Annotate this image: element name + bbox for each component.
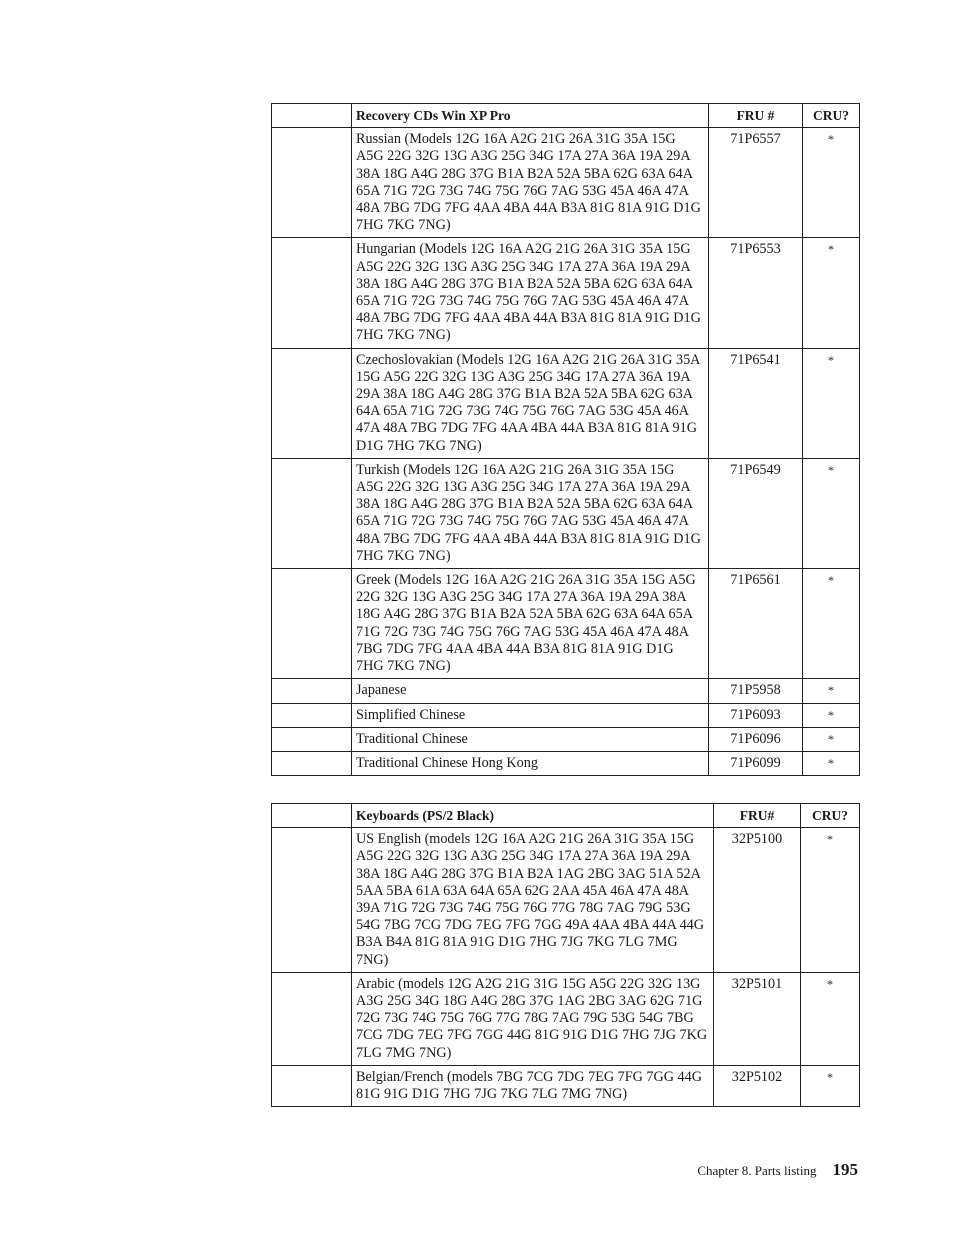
cru-header: CRU?: [803, 104, 860, 128]
cru-cell: [803, 458, 860, 568]
fru-number: 32P5100: [714, 828, 801, 973]
table-row: [272, 128, 860, 238]
part-description: US English (models 12G 16A A2G 21G 26A 31G 35A 15G A5G 22G 32G 13G A3G 25G 34G 17A 27A 36A 19A 29A 38A 18G A4G 28G 37G B1A B2A 1AG 2BG 3AG 51A 52A 5AA 5BA 61A 63A 64A 65A 62G 2AA 45A 46A 47A 48A 39A 71G 72G 73G 74G 75G 76G 77G 78G 7AG 79G 53G 54G 7BG 7CG 7DG 7EG 7FG 7GG 49A 4AA 4BA 44A 44G B3A B4A 81G 81A 91G D1G 7HG 7JG 7KG 7LG 7MG 7NG): [352, 828, 714, 973]
cru-cell: [803, 751, 860, 775]
cru-cell: [803, 569, 860, 679]
blank-cell: [272, 238, 352, 348]
blank-cell: [272, 128, 352, 238]
cru-marker: *: [828, 242, 834, 257]
part-description: Turkish (Models 12G 16A A2G 21G 26A 31G 35A 15G A5G 22G 32G 13G A3G 25G 34G 17A 27A 36A 19A 29A 38A 18G A4G 28G 37G B1A B2A 52A 5BA 62G 63A 64A 65A 71G 72G 73G 74G 75G 76G 7AG 53G 45A 46A 47A 48A 7BG 7DG 7FG 4AA 4BA 44A B3A 81G 81A 91G D1G 7HG 7KG 7NG): [352, 458, 709, 568]
cru-cell: [801, 828, 860, 973]
fru-number: 71P5958: [709, 679, 803, 703]
fru-number: 32P5101: [714, 972, 801, 1065]
part-description: Greek (Models 12G 16A A2G 21G 26A 31G 35A 15G A5G 22G 32G 13G A3G 25G 34G 17A 27A 36A 19A 29A 38A 18G A4G 28G 37G B1A B2A 52A 5BA 62G 63A 64A 65A 71G 72G 73G 74G 75G 76G 7AG 53G 45A 46A 47A 48A 7BG 7DG 7FG 4AA 4BA 44A B3A 81G 81A 91G D1G 7HG 7KG 7NG): [352, 569, 709, 679]
table-row: [272, 703, 860, 727]
cru-cell: [803, 348, 860, 458]
fru-number: 71P6549: [709, 458, 803, 568]
part-description: Traditional Chinese Hong Kong: [352, 751, 709, 775]
table-row: [272, 828, 860, 973]
blank-cell: [272, 703, 352, 727]
table-header-row: [272, 804, 860, 828]
blank-cell: [272, 569, 352, 679]
blank-header-cell: [272, 804, 352, 828]
cru-cell: [803, 703, 860, 727]
blank-cell: [272, 972, 352, 1065]
blank-cell: [272, 727, 352, 751]
blank-cell: [272, 1065, 352, 1106]
cru-marker: *: [827, 976, 833, 991]
cru-marker: *: [827, 1069, 833, 1084]
cru-cell: [801, 972, 860, 1065]
part-description: Japanese: [352, 679, 709, 703]
cru-marker: *: [828, 683, 834, 698]
table-row: [272, 751, 860, 775]
blank-header-cell: [272, 104, 352, 128]
table-row: [272, 727, 860, 751]
fru-number: 71P6561: [709, 569, 803, 679]
cru-marker: *: [827, 832, 833, 847]
keyboards-table: [271, 803, 860, 1107]
cru-marker: *: [828, 707, 834, 722]
description-header: Keyboards (PS/2 Black): [352, 804, 714, 828]
cru-cell: [803, 238, 860, 348]
cru-marker: *: [828, 132, 834, 147]
cru-cell: [803, 128, 860, 238]
blank-cell: [272, 348, 352, 458]
chapter-label: Chapter 8. Parts listing: [697, 1163, 817, 1178]
description-header: Recovery CDs Win XP Pro: [352, 104, 709, 128]
table-header-row: [272, 104, 860, 128]
table-row: [272, 348, 860, 458]
cru-cell: [801, 1065, 860, 1106]
table-row: [272, 458, 860, 568]
table-row: [272, 1065, 860, 1106]
fru-number: 32P5102: [714, 1065, 801, 1106]
table-row: [272, 238, 860, 348]
part-description: Traditional Chinese: [352, 727, 709, 751]
part-description: Simplified Chinese: [352, 703, 709, 727]
fru-number: 71P6541: [709, 348, 803, 458]
cru-header: CRU?: [801, 804, 860, 828]
cru-marker: *: [828, 462, 834, 477]
blank-cell: [272, 751, 352, 775]
fru-number: 71P6093: [709, 703, 803, 727]
cru-cell: [803, 679, 860, 703]
fru-number: 71P6557: [709, 128, 803, 238]
keyboards-body: [272, 828, 860, 1107]
fru-number: 71P6553: [709, 238, 803, 348]
cru-marker: *: [828, 731, 834, 746]
blank-cell: [272, 828, 352, 973]
recovery-cds-body: [272, 128, 860, 776]
table-row: [272, 972, 860, 1065]
fru-number: 71P6099: [709, 751, 803, 775]
table-row: [272, 679, 860, 703]
part-description: Belgian/French (models 7BG 7CG 7DG 7EG 7FG 7GG 44G 81G 91G D1G 7HG 7JG 7KG 7LG 7MG 7NG): [352, 1065, 714, 1106]
blank-cell: [272, 679, 352, 703]
blank-cell: [272, 458, 352, 568]
cru-cell: [803, 727, 860, 751]
part-description: Hungarian (Models 12G 16A A2G 21G 26A 31G 35A 15G A5G 22G 32G 13G A3G 25G 34G 17A 27A 36A 19A 29A 38A 18G A4G 28G 37G B1A B2A 52A 5BA 62G 63A 64A 65A 71G 72G 73G 74G 75G 76G 7AG 53G 45A 46A 47A 48A 7BG 7DG 7FG 4AA 4BA 44A B3A 81G 81A 91G D1G 7HG 7KG 7NG): [352, 238, 709, 348]
page-footer: [697, 1160, 858, 1180]
part-description: Arabic (models 12G A2G 21G 31G 15G A5G 22G 32G 13G A3G 25G 34G 18G A4G 28G 37G 1AG 2BG 3AG 62G 71G 72G 73G 74G 75G 76G 77G 78G 7AG 79G 53G 54G 7BG 7CG 7DG 7EG 7FG 7GG 44G 81G 91G D1G 7HG 7JG 7KG 7LG 7MG 7NG): [352, 972, 714, 1065]
part-description: Czechoslovakian (Models 12G 16A A2G 21G 26A 31G 35A 15G A5G 22G 32G 13G A3G 25G 34G 17A 27A 36A 19A 29A 38A 18G A4G 28G 37G B1A B2A 52A 5BA 62G 63A 64A 65A 71G 72G 73G 74G 75G 76G 7AG 53G 45A 46A 47A 48A 7BG 7DG 7FG 4AA 4BA 44A B3A 81G 81A 91G D1G 7HG 7KG 7NG): [352, 348, 709, 458]
cru-marker: *: [828, 755, 834, 770]
part-description: Russian (Models 12G 16A A2G 21G 26A 31G 35A 15G A5G 22G 32G 13G A3G 25G 34G 17A 27A 36A 19A 29A 38A 18G A4G 28G 37G B1A B2A 52A 5BA 62G 63A 64A 65A 71G 72G 73G 74G 75G 76G 7AG 53G 45A 46A 47A 48A 7BG 7DG 7FG 4AA 4BA 44A B3A 81G 81A 91G D1G 7HG 7KG 7NG): [352, 128, 709, 238]
table-row: [272, 569, 860, 679]
cru-marker: *: [828, 573, 834, 588]
fru-header: FRU#: [714, 804, 801, 828]
fru-number: 71P6096: [709, 727, 803, 751]
cru-marker: *: [828, 352, 834, 367]
recovery-cds-table: [271, 103, 860, 776]
fru-header: FRU #: [709, 104, 803, 128]
page-number: 195: [832, 1160, 858, 1179]
